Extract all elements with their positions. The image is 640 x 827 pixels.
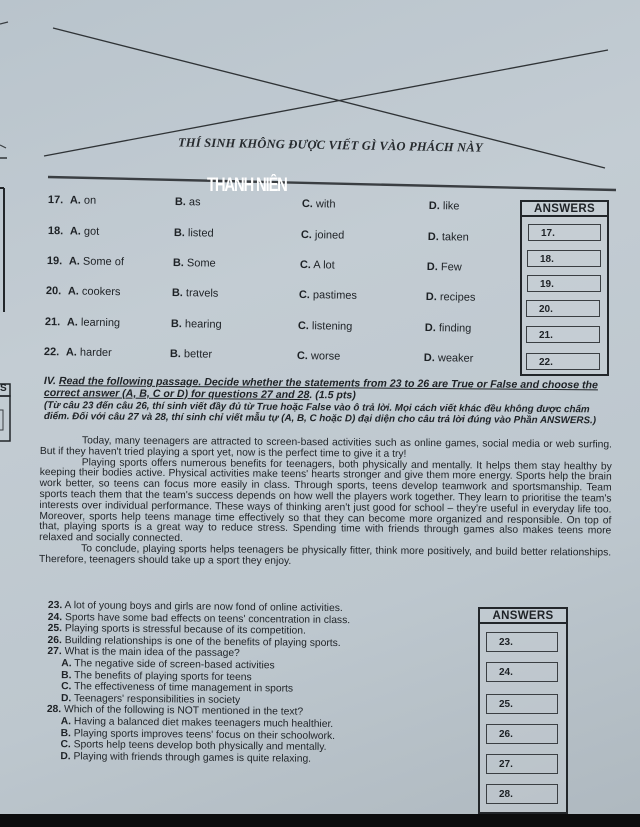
answer-label: 19. — [540, 279, 554, 290]
answer-field-22[interactable] — [526, 353, 600, 370]
answer-field-19[interactable] — [527, 275, 601, 292]
option-letter: B. — [170, 317, 182, 331]
option-text: as — [188, 196, 201, 209]
option-text: The negative side of screen-based activities — [74, 658, 275, 672]
option-text: learning — [80, 316, 121, 330]
questions-23-28 — [46, 600, 438, 766]
option-letter: C. — [301, 197, 313, 211]
option-letter: B. — [169, 347, 181, 361]
answer-label: 18. — [540, 254, 554, 265]
option-letter: D. — [60, 750, 71, 762]
question-number: 17. — [47, 194, 64, 207]
option-text: joined — [314, 229, 345, 242]
passage-paragraph: To conclude, playing sports helps teenagers be physically fitter, think more positively, and build better relationships. Therefore, teenagers should take up a sport they enjoy. — [38, 543, 612, 567]
statement-text: Sports have some bad effects on teens' concentration in class. — [64, 611, 351, 626]
option-text: listening — [311, 320, 353, 333]
option-letter: A. — [61, 658, 72, 670]
answer-field-27[interactable] — [486, 754, 558, 774]
question-number: 23. — [47, 600, 63, 612]
answer-field-23[interactable] — [486, 632, 558, 652]
question-number: 20. — [45, 285, 62, 298]
option-letter: C. — [300, 228, 312, 242]
option-letter: D. — [428, 199, 440, 213]
answer-field-18[interactable] — [527, 250, 601, 267]
option-text: Teenagers' responsibilities in society — [73, 693, 241, 706]
option-letter: A. — [69, 194, 81, 207]
option-text: better — [183, 348, 213, 361]
option-letter: B. — [60, 727, 71, 739]
option-text: Few — [440, 261, 462, 274]
question-number: 28. — [46, 704, 62, 716]
answer-label: 20. — [539, 304, 553, 315]
statement-text: A lot of young boys and girls are now fond of online activities. — [64, 600, 343, 615]
option-letter: B. — [173, 226, 185, 240]
option-letter: B. — [171, 286, 183, 300]
question-text: Which of the following is NOT mentioned in the text? — [63, 704, 304, 719]
option-text: listed — [187, 227, 214, 240]
option-text: finding — [438, 322, 472, 335]
answer-field-24[interactable] — [486, 662, 558, 682]
watermark-logo: THANH NIÊN — [207, 175, 287, 196]
answer-label: 23. — [499, 637, 513, 648]
option-letter: D. — [60, 692, 72, 704]
option-text: travels — [185, 287, 219, 300]
answers-box-17-22 — [520, 200, 609, 376]
option-text: with — [315, 198, 336, 211]
answer-field-21[interactable] — [526, 326, 600, 343]
section-points: . (1.5 pts) — [309, 388, 356, 401]
option-text: recipes — [439, 291, 476, 304]
option-letter: A. — [66, 316, 78, 329]
option-text: taken — [441, 231, 469, 244]
option-text: Sports help teens develop both physically and mentally. — [73, 739, 327, 754]
section-number: IV. — [43, 375, 56, 388]
statement-text: Playing sports is stressful because of its competition. — [64, 623, 306, 637]
option-text: Having a balanced diet makes teenagers much healthier. — [73, 716, 334, 730]
option-text: Some — [186, 257, 216, 270]
question-number: 26. — [47, 634, 62, 646]
question-number: 21. — [44, 316, 61, 329]
question-number: 19. — [46, 255, 63, 268]
answer-label: 21. — [539, 330, 553, 341]
section-instruction-text: Read the following passage. Decide whether the statements from 23 to 26 are True or False and choose the correct answer (A, B, C or D) for questions 27 and 28 — [43, 375, 598, 401]
option-text: Playing sports improves teens' focus on their schoolwork. — [73, 727, 336, 742]
left-edge-answers-fragment: S — [0, 383, 7, 394]
option-text: weaker — [437, 352, 474, 365]
answer-field-28[interactable] — [486, 784, 558, 804]
option-letter: A. — [68, 255, 80, 268]
option-text: like — [442, 200, 460, 213]
passage-paragraph: Playing sports offers numerous benefits for teenagers, both physically and mentally. It helps them stay healthy by keeping their bodies active. Physical activities make teens' hearts stronger and give them more energy. Sports help the brain work better, so teens can focus more easily in class. Through sports, teens develop teamwork and sportsmanship. Team sports teach them that the team's success depends on how well the players work together. They learn to prioritise the team's interests over individual performance. These ways of thinking aren't just good for school – they're useful in everyday life too. Moreover, sports help teens manage time effectively so that they can become more organized and responsible. On top of that, playing sports is a great way to reduce stress. Spending time with friends through games also makes teens more relaxed and socially connected. — [39, 456, 612, 545]
question-text: What is the main idea of the passage? — [64, 646, 240, 660]
option-text: Playing with friends through games is quite relaxing. — [73, 750, 312, 765]
answer-label: 25. — [499, 699, 513, 710]
answer-label: 28. — [499, 789, 513, 800]
option-text: hearing — [184, 318, 222, 331]
option-text: got — [83, 225, 100, 238]
question-number: 22. — [43, 346, 60, 359]
option-letter: A. — [60, 716, 72, 728]
answers-heading: ANSWERS — [480, 609, 566, 624]
passage-paragraph: Today, many teenagers are attracted to screen-based activities such as online games, social media or web surfing. But if they haven't tried playing a sport yet, now is the perfect time to give it a try! — [39, 435, 612, 460]
reading-passage — [39, 436, 612, 570]
option-text: worse — [310, 350, 341, 363]
option-text: on — [83, 194, 97, 207]
answers-heading: ANSWERS — [522, 202, 607, 217]
answer-field-17[interactable] — [528, 224, 601, 241]
answer-field-25[interactable] — [486, 694, 558, 714]
section-iv-instruction — [44, 376, 610, 403]
option-text: cookers — [81, 285, 121, 299]
question-number: 25. — [47, 623, 63, 635]
option-text: pastimes — [312, 289, 358, 302]
option-letter: D. — [425, 290, 437, 304]
statement-text: Building relationships is one of the benefits of playing sports. — [64, 634, 341, 649]
option-letter: B. — [172, 256, 184, 270]
option-text: Some of — [82, 255, 125, 269]
question-number: 27. — [47, 646, 62, 658]
question-number: 18. — [47, 225, 64, 238]
option-letter: D. — [426, 260, 438, 274]
option-text: The effectiveness of time management in sports — [74, 681, 294, 695]
answer-label: 26. — [499, 729, 513, 740]
answer-label: 17. — [541, 228, 555, 239]
answer-field-20[interactable] — [526, 300, 600, 317]
option-letter: C. — [298, 288, 310, 302]
option-letter: D. — [424, 321, 436, 335]
option-text: harder — [79, 346, 112, 360]
answer-label: 24. — [499, 667, 513, 678]
option-letter: D. — [427, 230, 439, 244]
option-letter: C. — [297, 319, 309, 333]
answer-field-26[interactable] — [486, 724, 558, 744]
option-letter: C. — [60, 739, 71, 751]
option-letter: B. — [61, 669, 72, 681]
option-letter: C. — [61, 681, 72, 693]
question-number: 24. — [47, 611, 63, 623]
section-iv-note: (Từ câu 23 đến câu 26, thí sinh viết đầy đủ từ True hoặc False vào ô trả lời. Mọi cách viết khác đều không được chấm điểm. Đối với câu 27 và 28, thí sinh chỉ viết mẫu tự (A, B, C hoặc D) đại diện cho câu trả lời đúng vào Phần ANSWERS.) — [43, 400, 597, 426]
option-text: The benefits of playing sports for teens — [74, 669, 252, 683]
answers-box-23-28 — [478, 607, 568, 814]
option-text: A lot — [313, 259, 335, 272]
option-letter: B. — [174, 195, 186, 209]
photo-bottom-edge — [0, 814, 640, 827]
option-letter: A. — [65, 346, 77, 359]
option-letter: C. — [299, 258, 311, 272]
option-letter: A. — [69, 225, 81, 238]
no-writing-notice: THÍ SINH KHÔNG ĐƯỢC VIẾT GÌ VÀO PHÁCH NÀY — [177, 135, 483, 155]
answer-label: 22. — [539, 357, 553, 368]
option-letter: D. — [423, 351, 435, 365]
option-letter: C. — [296, 349, 308, 363]
option-letter: A. — [67, 285, 79, 298]
answer-label: 27. — [499, 759, 513, 770]
